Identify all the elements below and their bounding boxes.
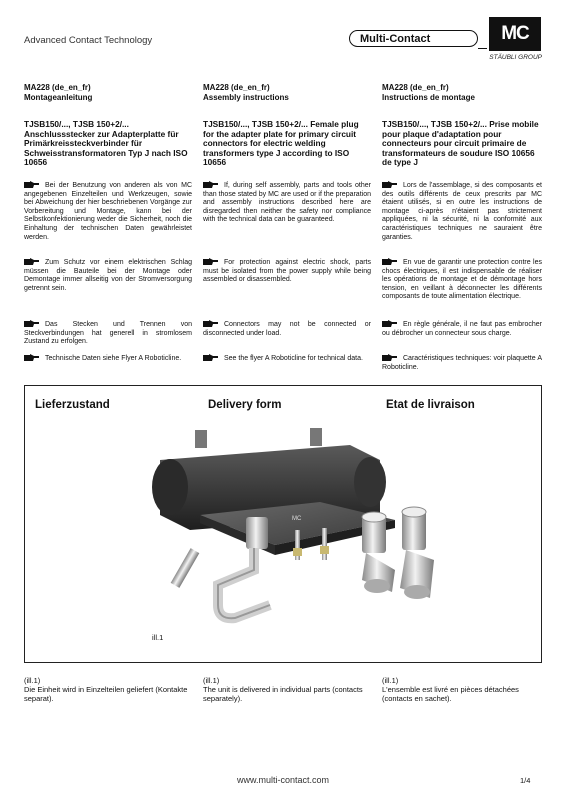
paragraph-load-de [24,320,192,347]
paragraph-data-fr [382,354,542,372]
delivery-heading-fr: Etat de livraison [386,399,475,411]
pointing-hand-icon [203,258,218,265]
paragraph-safety-fr [382,181,542,242]
product-title: TJSB150/..., TJSB 150+2/... Female plug for the adapter plate for primary circuit connectors for electric welding transformers type J according to ISO 10656 [203,119,359,168]
brand-name: Multi-Contact [349,30,478,47]
caption-ill-ref: (ill.1) [382,676,399,685]
pointing-hand-icon [382,354,397,361]
pointing-hand-icon [24,320,39,327]
doc-number: MA228 (de_en_fr) [382,83,449,92]
delivery-heading-en: Delivery form [208,399,282,411]
doc-number: MA228 (de_en_fr) [203,83,270,92]
footer-url[interactable]: www.multi-contact.com [236,775,330,785]
product-illustration [130,420,460,630]
paragraph-data-de [24,354,192,364]
doc-subtitle: Montageanleitung [24,92,93,102]
plate-marking: MC [292,516,302,522]
pointing-hand-icon [382,181,397,188]
paragraph-text: Technische Daten siehe Flyer A Roboticline. [45,355,182,362]
paragraph-shock-en [203,258,371,285]
socket-opening [362,512,386,522]
contact-socket [246,517,268,549]
paragraph-shock-fr [382,258,542,302]
pointing-hand-icon [24,258,39,265]
paragraph-text: If, during self assembly, parts and tools other than those stated by MC are used or if the preparation and assembly instructions described here are disregarded then neither the safety nor compliance with the technical data can be guaranteed. [203,182,371,224]
paragraph-safety-de [24,181,192,242]
paragraph-text: See the flyer A Roboticline for technical data. [224,355,363,362]
pointing-hand-icon [24,354,39,361]
housing-screw [195,430,207,448]
paragraph-text: Caractéristiques techniques: voir plaquette A Roboticline. [382,355,542,371]
paragraph-text: Zum Schutz vor einem elektrischen Schlag müssen die Bauteile bei der Montage oder Demontage immer allseitig von der Stromversorgung getrennt sein. [24,259,192,292]
doc-number: MA228 (de_en_fr) [24,83,91,92]
company-tagline: Advanced Contact Technology [24,35,153,46]
contact-pin [171,548,200,588]
paragraph-load-fr [382,320,542,338]
paragraph-text: En règle générale, il ne faut pas embrocher ou débrocher un connecteur sous charge. [382,321,542,337]
caption-fr [382,676,542,703]
mc-logo: MC [489,17,541,51]
paragraph-data-en [203,354,371,364]
paragraph-load-en [203,320,371,338]
pointing-hand-icon [382,320,397,327]
pointing-hand-icon [203,354,218,361]
caption-ill-ref: (ill.1) [24,676,41,685]
caption-text: L'ensemble est livré en pièces détachées (contacts en sachet). [382,685,519,703]
caption-de [24,676,194,703]
page-number: 1/4 [520,776,531,785]
doc-subtitle: Instructions de montage [382,92,475,102]
housing-opening-left [152,459,188,515]
auxiliary-pin [322,528,327,560]
paragraph-text: For protection against electric shock, parts must be isolated from the power supply while being assembled or disassembled. [203,259,371,284]
caption-text: The unit is delivered in individual parts (contacts separately). [203,685,363,703]
brand-divider [478,48,487,49]
paragraph-text: Lors de l'assemblage, si des composants et des outils différents de ceux prescrits par MC étaient utilisés, si en outre les instructions de montage ci-après n'étaient pas strictement appliquées, ni la sécurité, ni la conformité aux caractéristiques techniques ne sauraient être garanties. [382,182,542,241]
pointing-hand-icon [203,181,218,188]
paragraph-shock-de [24,258,192,293]
paragraph-text: Das Stecken und Trennen von Steckverbindungen hat generell in stromlosem Zustand zu erfolgen. [24,321,192,346]
column-fr [382,83,542,168]
tube-end [404,585,430,599]
group-name: STÄUBLI GROUP [489,54,542,61]
housing-opening-right [354,457,386,507]
socket-opening [402,507,426,517]
pointing-hand-icon [203,320,218,327]
caption-en [203,676,373,703]
paragraph-safety-en [203,181,371,225]
delivery-heading-de: Lieferzustand [35,399,110,411]
product-title: TJSB150/..., TJSB 150+2/... Anschlussstecker zur Adapterplatte für Primärkreissteckverbinder für Schweisstransformatoren Typ J nach ISO 10656 [24,119,188,168]
pointing-hand-icon [24,181,39,188]
paragraph-text: Bei der Benutzung von anderen als von MC angegebenen Einzelteilen und Werkzeugen, sowie bei Abweichung der hier beschriebenen Vorgänge zur Vorbereitung und Montage, kann bei der Selbstkonfektionierung weder die Sicherheit, noch die Einhaltung der technischen Daten gewährleistet werden. [24,182,192,241]
product-title: TJSB150/..., TJSB 150+2/... Prise mobile pour plaque d'adaptation pour connecteurs pour circuit primaire de transformateurs de soudure ISO 10656 de type J [382,119,539,168]
illustration-label: ill.1 [152,633,164,642]
housing-screw [310,428,322,446]
doc-subtitle: Assembly instructions [203,92,289,102]
pin-collar [293,548,302,556]
pointing-hand-icon [382,258,397,265]
caption-ill-ref: (ill.1) [203,676,220,685]
paragraph-text: En vue de garantir une protection contre les chocs électriques, il est indispensable de réaliser les opérations de montage et de démontage hors tension, en veillant à déconnecter les différents composants de toute alimentation électrique. [382,259,542,301]
column-en [203,83,371,168]
paragraph-text: Connectors may not be connected or disconnected under load. [203,321,371,337]
tube-end [364,579,390,593]
caption-text: Die Einheit wird in Einzelteilen geliefert (Kontakte separat). [24,685,188,703]
pin-collar [320,546,329,554]
column-de [24,83,192,168]
